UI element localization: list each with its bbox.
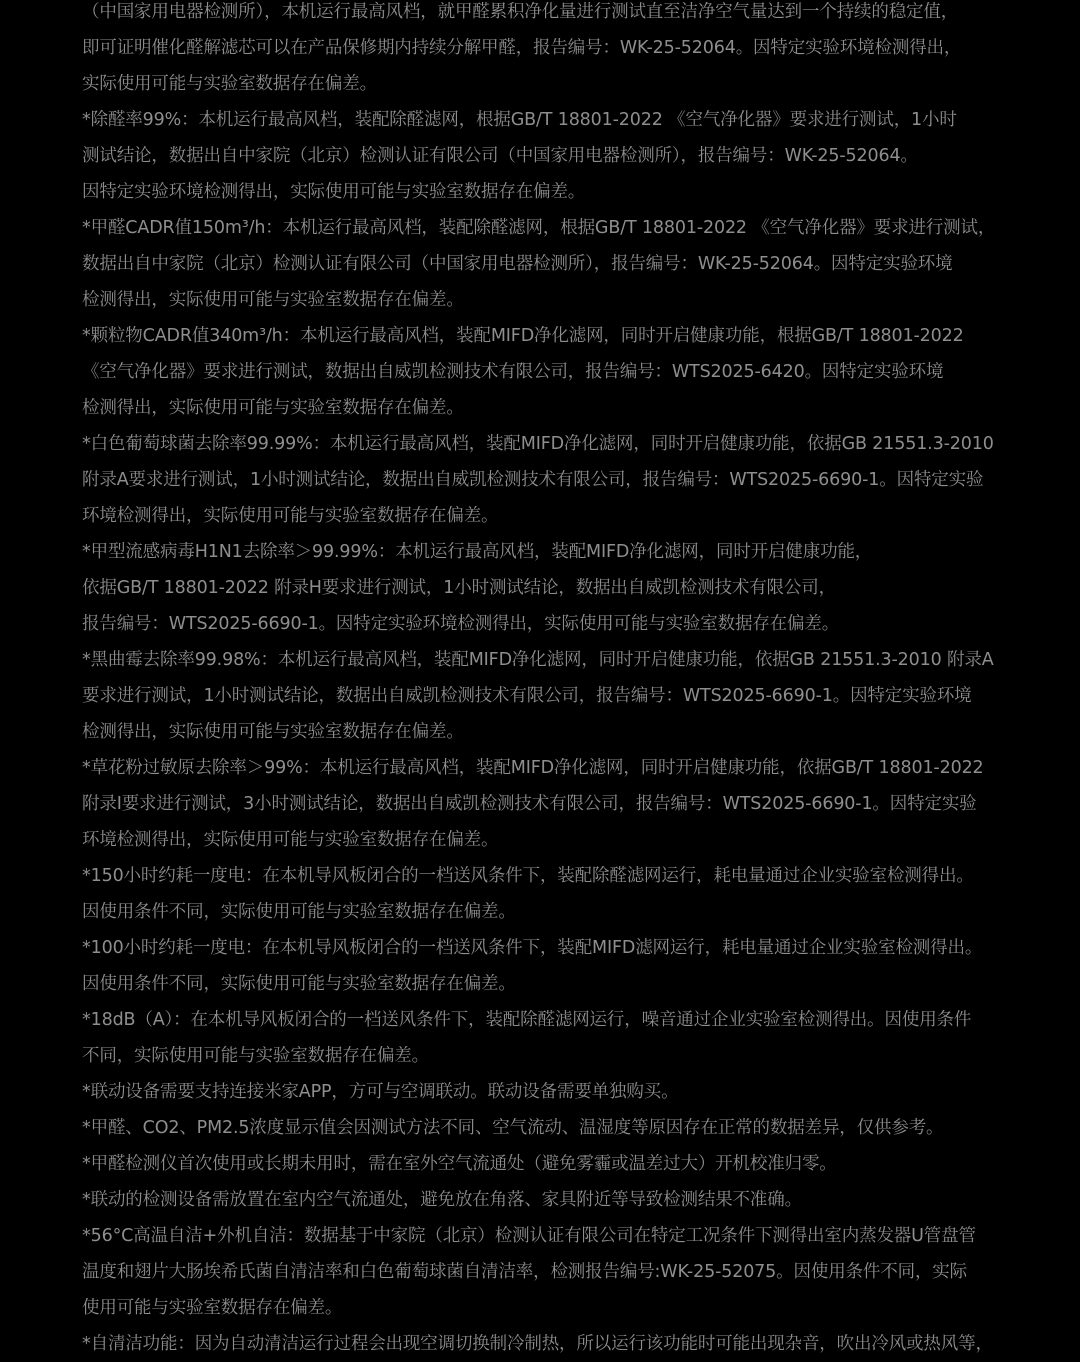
disclaimer-line: 环境检测得出，实际使用可能与实验室数据存在偏差。 [82, 506, 499, 526]
disclaimer-line: *联动设备需要支持连接米家APP，方可与空调联动。联动设备需要单独购买。 [82, 1082, 679, 1102]
disclaimer-line: *18dB（A）：在本机导风板闭合的一档送风条件下，装配除醛滤网运行，噪音通过企业实验室检测得出。因使用条件 [82, 1010, 972, 1030]
disclaimer-line: 附录I要求进行测试，3小时测试结论，数据出自威凯检测技术有限公司，报告编号：WTS2025-6690-1。因特定实验 [82, 794, 977, 814]
disclaimer-line: *150小时约耗一度电：在本机导风板闭合的一档送风条件下，装配除醛滤网运行，耗电量通过企业实验室检测得出。 [82, 866, 974, 886]
disclaimer-line: *草花粉过敏原去除率＞99%：本机运行最高风档，装配MIFD净化滤网，同时开启健康功能，依据GB/T 18801-2022 [82, 758, 984, 778]
disclaimer-line: *除醛率99%：本机运行最高风档，装配除醛滤网，根据GB/T 18801-2022 《空气净化器》要求进行测试，1小时 [82, 110, 957, 130]
disclaimer-line: *甲型流感病毒H1N1去除率＞99.99%：本机运行最高风档，装配MIFD净化滤网，同时开启健康功能， [82, 542, 873, 562]
disclaimer-line: 检测得出，实际使用可能与实验室数据存在偏差。 [82, 398, 464, 418]
disclaimer-line: *联动的检测设备需放置在室内空气流通处，避免放在角落、家具附近等导致检测结果不准确。 [82, 1190, 802, 1210]
disclaimer-line: *白色葡萄球菌去除率99.99%：本机运行最高风档，装配MIFD净化滤网，同时开启健康功能，依据GB 21551.3-2010 [82, 434, 994, 454]
disclaimer-line: 使用可能与实验室数据存在偏差。 [82, 1298, 343, 1318]
disclaimer-line: *颗粒物CADR值340m³/h：本机运行最高风档，装配MIFD净化滤网，同时开启健康功能，根据GB/T 18801-2022 [82, 326, 964, 346]
disclaimer-line: 环境检测得出，实际使用可能与实验室数据存在偏差。 [82, 830, 499, 850]
disclaimer-line: 因使用条件不同，实际使用可能与实验室数据存在偏差。 [82, 974, 516, 994]
disclaimer-line: 检测得出，实际使用可能与实验室数据存在偏差。 [82, 290, 464, 310]
disclaimer-line: 因使用条件不同，实际使用可能与实验室数据存在偏差。 [82, 902, 516, 922]
disclaimer-line: 测试结论，数据出自中家院（北京）检测认证有限公司（中国家用电器检测所），报告编号：WK-25-52064。 [82, 146, 918, 166]
disclaimer-line: 检测得出，实际使用可能与实验室数据存在偏差。 [82, 722, 464, 742]
disclaimer-line: 依据GB/T 18801-2022 附录H要求进行测试，1小时测试结论，数据出自威凯检测技术有限公司， [82, 578, 836, 598]
disclaimer-line: 《空气净化器》要求进行测试，数据出自威凯检测技术有限公司，报告编号：WTS2025-6420。因特定实验环境 [82, 362, 944, 382]
disclaimer-line: *甲醛、CO2、PM2.5浓度显示值会因测试方法不同、空气流动、温湿度等原因存在正常的数据差异，仅供参考。 [82, 1118, 944, 1138]
disclaimer-line: 报告编号：WTS2025-6690-1。因特定实验环境检测得出，实际使用可能与实验室数据存在偏差。 [82, 614, 840, 634]
disclaimer-line: *黑曲霉去除率99.98%：本机运行最高风档，装配MIFD净化滤网，同时开启健康功能，依据GB 21551.3-2010 附录A [82, 650, 994, 670]
disclaimer-line: *甲醛检测仪首次使用或长期未用时，需在室外空气流通处（避免雾霾或温差过大）开机校准归零。 [82, 1154, 837, 1174]
disclaimer-line: *56°C高温自洁+外机自洁：数据基于中家院（北京）检测认证有限公司在特定工况条件下测得出室内蒸发器U管盘管 [82, 1226, 976, 1246]
disclaimer-line: 数据出自中家院（北京）检测认证有限公司（中国家用电器检测所），报告编号：WK-25-52064。因特定实验环境 [82, 254, 953, 274]
disclaimer-line: （中国家用电器检测所），本机运行最高风档，就甲醛累积净化量进行测试直至洁净空气量达到一个持续的稳定值， [82, 2, 959, 22]
disclaimer-line: *甲醛CADR值150m³/h：本机运行最高风档，装配除醛滤网，根据GB/T 18801-2022 《空气净化器》要求进行测试， [82, 218, 996, 238]
disclaimer-line: 温度和翅片大肠埃希氏菌自清洁率和白色葡萄球菌自清洁率，检测报告编号:WK-25-52075。因使用条件不同，实际 [82, 1262, 968, 1282]
disclaimer-line: 实际使用可能与实验室数据存在偏差。 [82, 74, 377, 94]
disclaimer-line: 要求进行测试，1小时测试结论，数据出自威凯检测技术有限公司，报告编号：WTS2025-6690-1。因特定实验环境 [82, 686, 972, 706]
disclaimer-line: 即可证明催化醛解滤芯可以在产品保修期内持续分解甲醛，报告编号：WK-25-52064。因特定实验环境检测得出， [82, 38, 962, 58]
disclaimer-line: 因特定实验环境检测得出，实际使用可能与实验室数据存在偏差。 [82, 182, 586, 202]
disclaimer-line: *自清洁功能：因为自动清洁运行过程会出现空调切换制冷制热，所以运行该功能时可能出现杂音，吹出冷风或热风等， [82, 1334, 993, 1354]
disclaimer-text-block [82, 0, 1012, 1362]
disclaimer-line: *100小时约耗一度电：在本机导风板闭合的一档送风条件下，装配MIFD滤网运行，耗电量通过企业实验室检测得出。 [82, 938, 983, 958]
disclaimer-line: 附录A要求进行测试，1小时测试结论，数据出自威凯检测技术有限公司，报告编号：WTS2025-6690-1。因特定实验 [82, 470, 984, 490]
disclaimer-line: 不同，实际使用可能与实验室数据存在偏差。 [82, 1046, 429, 1066]
